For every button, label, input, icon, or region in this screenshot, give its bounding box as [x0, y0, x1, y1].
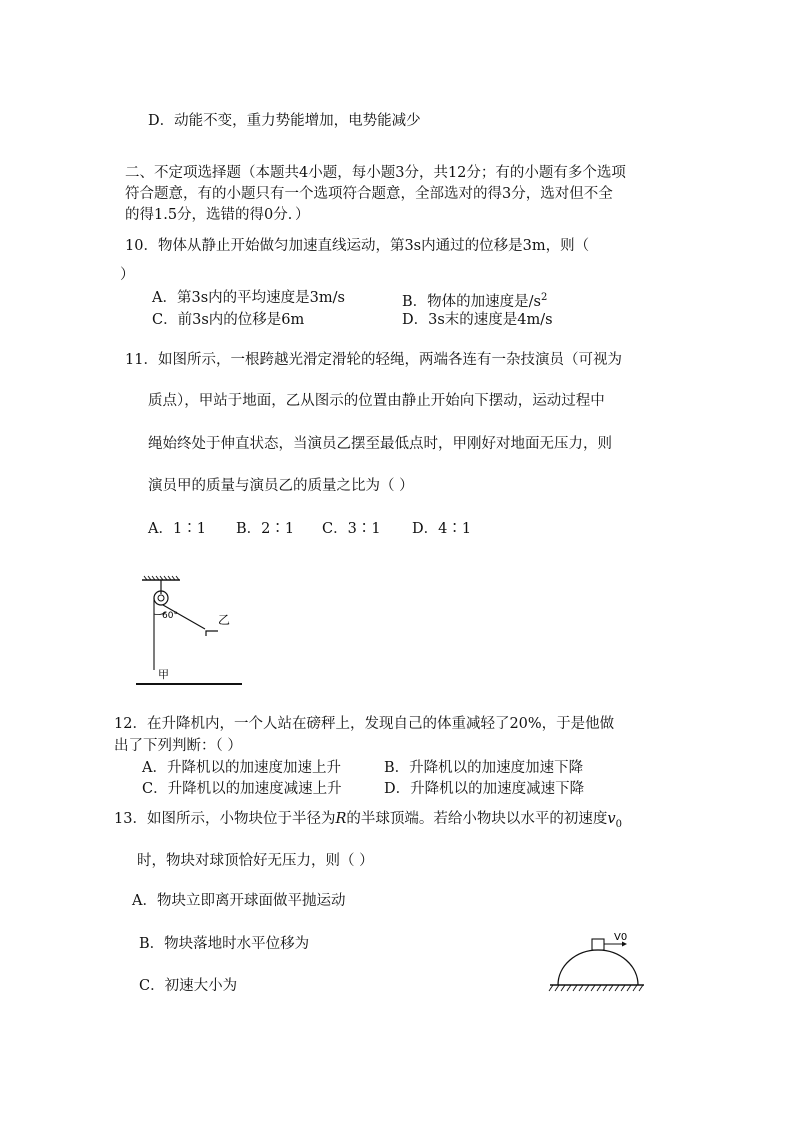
q13-stem-mid: 的半球顶端。若给小物块以水平的初速度 — [346, 811, 608, 827]
q13-option-a: A．物块立即离开球面做平抛运动 — [132, 893, 346, 909]
q10-option-b — [402, 288, 547, 312]
q11-option-c: C．3∶1 — [322, 521, 381, 537]
section2-header-line3: 的得1.5分，选错的得0分．） — [125, 207, 310, 223]
q9-option-d: D．动能不变，重力势能增加，电势能减少 — [148, 113, 421, 129]
velocity-label: V0 — [614, 932, 628, 943]
section2-header-line2: 符合题意，有的小题只有一个选项符合题意，全部选对的得3分，选对但不全 — [125, 186, 613, 202]
q10-stem-end: ） — [120, 267, 135, 283]
q11-line3: 绳始终处于伸直状态，当演员乙摆至最低点时，甲刚好对地面无压力，则 — [148, 436, 612, 452]
q13-option-b: B．物块落地时水平位移为 — [139, 936, 310, 952]
q11-line4: 演员甲的质量与演员乙的质量之比为（ ） — [148, 478, 414, 494]
q10-stem: 10．物体从静止开始做匀加速直线运动，第3s内通过的位移是3m，则（ — [125, 238, 590, 254]
q13-line2: 时，物块对球顶恰好无压力，则（ ） — [137, 853, 374, 869]
pulley-figure — [128, 574, 252, 690]
q10-option-c: C．前3s内的位移是6m — [152, 312, 305, 328]
q11-line1: 11．如图所示，一根跨越光滑定滑轮的轻绳，两端各连有一杂技演员（可视为 — [125, 352, 622, 368]
q12-line2: 出了下列判断：（ ） — [114, 738, 242, 754]
section2-header-line1: 二、不定项选择题（本题共4小题，每小题3分，共12分；有的小题有多个选项 — [125, 165, 626, 181]
q12-option-d: D．升降机以的加速度减速下降 — [384, 781, 585, 797]
q11-option-b: B．2∶1 — [236, 521, 295, 537]
q12-option-c: C．升降机以的加速度减速上升 — [142, 781, 342, 797]
q11-option-a: A．1∶1 — [148, 521, 206, 537]
q13-stem-v-sub: 0 — [615, 818, 622, 830]
hemisphere-figure — [546, 928, 648, 998]
q10-option-a: A．第3s内的平均速度是3m/s — [152, 290, 345, 306]
label-jia: 甲 — [158, 668, 169, 681]
q10-option-b-sup: 2 — [540, 292, 548, 303]
label-yi: 乙 — [218, 613, 231, 627]
q13-option-c: C．初速大小为 — [139, 978, 238, 994]
q10-option-b-text: B．物体的加速度是/s — [402, 293, 541, 310]
q11-option-d: D．4∶1 — [412, 521, 472, 537]
q12-option-b: B．升降机以的加速度加速下降 — [384, 760, 584, 776]
q13-stem-r: R — [335, 811, 347, 827]
q13-stem — [114, 809, 622, 835]
q10-option-d: D．3s末的速度是4m/s — [402, 312, 553, 328]
q12-line1: 12．在升降机内，一个人站在磅秤上，发现自己的体重减轻了20%，于是他做 — [114, 716, 615, 732]
q12-option-a: A．升降机以的加速度加速上升 — [142, 760, 341, 776]
q13-stem-v: v — [607, 811, 616, 827]
angle-label: 60° — [162, 611, 178, 621]
q11-line2: 质点），甲站于地面，乙从图示的位置由静止开始向下摆动，运动过程中 — [148, 393, 605, 409]
q13-stem-start: 13．如图所示，小物块位于半径为 — [114, 811, 336, 827]
